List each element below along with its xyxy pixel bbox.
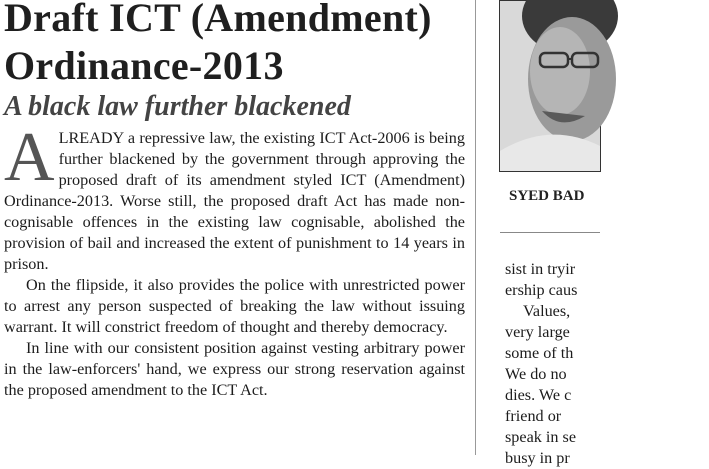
adjacent-line: Values,: [523, 302, 571, 320]
headline-line-2: Ordinance-2013: [4, 43, 284, 88]
author-photo: [499, 0, 601, 172]
article-paragraph-2: On the flipside, it also provides the police with unrestricted power to arrest any person suspected of breaking the law without issuing warrant. It will constrict freedom of thought and thereby democracy.: [4, 276, 465, 336]
drop-cap: A: [4, 119, 55, 196]
adjacent-line: We do no: [505, 365, 567, 383]
headline: [4, 0, 465, 89]
article-paragraph-1: [4, 119, 465, 275]
adjacent-text: [505, 259, 705, 469]
adjacent-line: friend or: [505, 407, 562, 425]
adjacent-line: busy in pr: [505, 449, 570, 467]
caption-rule: [500, 232, 600, 233]
portrait-illustration: [500, 1, 600, 171]
headline-line-1: Draft ICT (Amendment): [4, 0, 432, 40]
adjacent-line: sist in tryir: [505, 260, 576, 278]
paragraph-1-text: LREADY a repressive law, the existing ICT Act-2006 is being further blackened by the government through approving the proposed draft of its amendment styled ICT (Amendment) Ordinance-2013. Worse still, the proposed draft Act has made non-cognisable offences in the existing law cognisable, abolished the provision of bail and increased the extent of punishment to 14 years in prison.: [4, 129, 465, 273]
adjacent-line: ership caus: [505, 281, 578, 299]
adjacent-line: very large: [505, 323, 570, 341]
article-paragraph-3: In line with our consistent position against vesting arbitrary power in the law-enforcers' hand, we express our strong reservation against the proposed amendment to the ICT Act.: [4, 339, 465, 399]
article-column: [4, 0, 465, 455]
adjacent-column: [480, 0, 587, 467]
column-divider: [475, 0, 476, 455]
photo-caption: SYED BAD: [509, 188, 585, 204]
adjacent-line: some of th: [505, 344, 574, 362]
adjacent-line: dies. We c: [505, 386, 572, 404]
adjacent-line: speak in se: [505, 428, 577, 446]
subheadline: A black law further blackened: [4, 91, 351, 122]
